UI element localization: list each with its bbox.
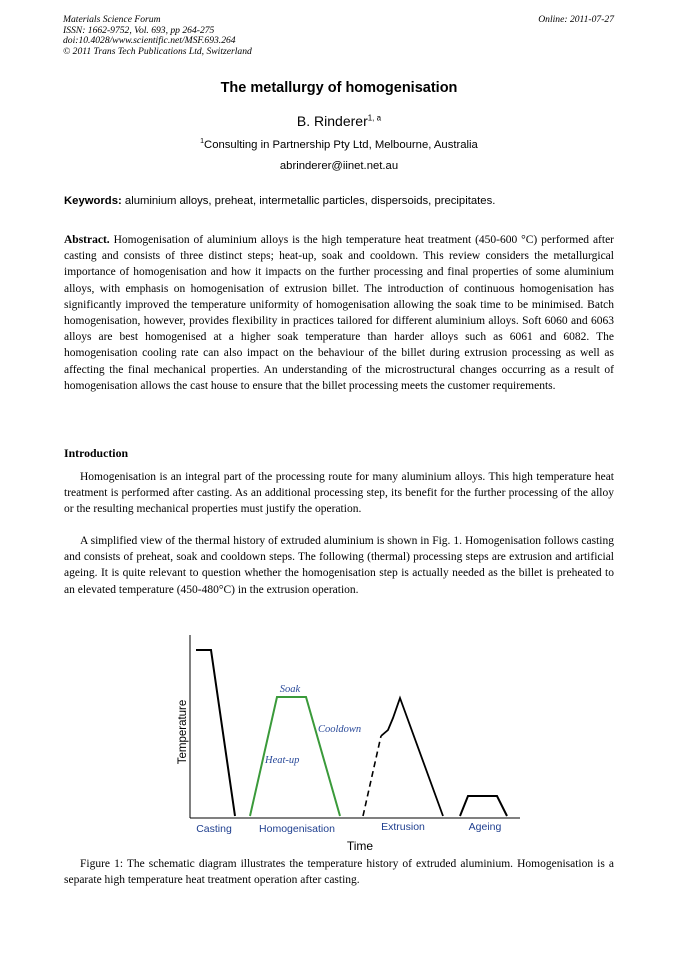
paper-title: The metallurgy of homogenisation: [220, 80, 458, 96]
introduction-heading: Introduction: [64, 446, 129, 460]
figure-1: [170, 630, 520, 860]
journal-header: [63, 15, 252, 57]
keywords-label: Keywords:: [64, 195, 122, 207]
preheat-dashed-curve: [363, 736, 381, 816]
author-line: [0, 113, 678, 129]
keywords: [64, 195, 616, 207]
figure-caption: Figure 1: The schematic diagram illustrates the temperature history of extruded aluminium. Homogenisation is a separate high temperature heat treatment operation after casting.: [64, 858, 614, 887]
intro-paragraph-1: Homogenisation is an integral part of the processing route for many aluminium alloys. This high temperature heat treatment is performed after casting. As an additional processing step, its benefit for the further processing of the alloy or the resulting mechanical properties must justify the operation.: [64, 471, 614, 516]
cooldown-annotation: Cooldown: [318, 724, 362, 735]
abstract-label: Abstract.: [64, 234, 110, 246]
online-date: Online: 2011-07-27: [538, 14, 614, 25]
casting-curve: [196, 650, 235, 816]
stage-homogenisation-label: Homogenisation: [259, 823, 335, 835]
thermal-history-diagram: [170, 630, 520, 855]
author-superscript: 1, a: [367, 113, 382, 123]
intro-paragraph-2: A simplified view of the thermal history of extruded aluminium is shown in Fig. 1. Homogenisation follows casting and consists of preheat, soak and cooldown steps. The following (thermal) processing steps are extrusion and artificial ageing. It is quite relevant to question whether the homogenisation step is actually needed as the billet is preheated to an elevated temperature (450-480°C) in the extrusion operation.: [64, 535, 614, 596]
x-axis-label: Time: [346, 839, 374, 853]
author-email[interactable]: abrinderer@iinet.net.au: [279, 160, 399, 172]
journal-name: Materials Science Forum: [63, 14, 161, 25]
journal-issn: ISSN: 1662-9752, Vol. 693, pp 264-275: [63, 24, 215, 36]
journal-doi[interactable]: doi:10.4028/www.scientific.net/MSF.693.264: [63, 35, 236, 47]
extrusion-curve: [381, 698, 443, 816]
heatup-annotation: Heat-up: [265, 755, 300, 766]
affiliation-text: Consulting in Partnership Pty Ltd, Melbourne, Australia: [204, 138, 478, 151]
stage-extrusion-label: Extrusion: [381, 821, 425, 833]
affiliation-line: [0, 138, 678, 151]
y-axis-label: Temperature: [177, 699, 189, 765]
author-name: B. Rinderer: [296, 113, 368, 129]
journal-copyright: © 2011 Trans Tech Publications Ltd, Switzerland: [63, 45, 252, 57]
keywords-text: aluminium alloys, preheat, intermetallic particles, dispersoids, precipitates.: [124, 195, 496, 207]
ageing-curve: [460, 796, 507, 816]
soak-annotation: Soak: [279, 684, 301, 695]
stage-ageing-label: Ageing: [468, 821, 502, 833]
affiliation-superscript: 1: [200, 138, 205, 145]
abstract: [64, 232, 614, 394]
abstract-text: Homogenisation of aluminium alloys is the high temperature heat treatment (450-600 °C) performed after casting and consists of three distinct steps; heat-up, soak and cooldown. This review considers the metallurgical importance of homogenisation and how it impacts on the further processing and final properties of some aluminium alloys, with emphasis on homogenisation of extrusion billet. The introduction of continuous homogenisation has significantly improved the temperature uniformity of homogenisation allowing the soak time to be minimised. Batch homogenisation, however, provides flexibility in practices tailored for different aluminium alloys. Soft 6060 and 6063 alloys are best homogenised at a higher soak temperature than harder alloys such as 6061 and 6082. The homogenisation cooling rate can also impact on the behaviour of the billet during extrusion processing as well as affecting the final mechanical properties. An understanding of the microstructural changes occurring as a result of homogenisation allows the cast house to ensure that the billet processing meets the customer requirements.: [64, 234, 615, 392]
stage-casting-label: Casting: [196, 823, 232, 835]
